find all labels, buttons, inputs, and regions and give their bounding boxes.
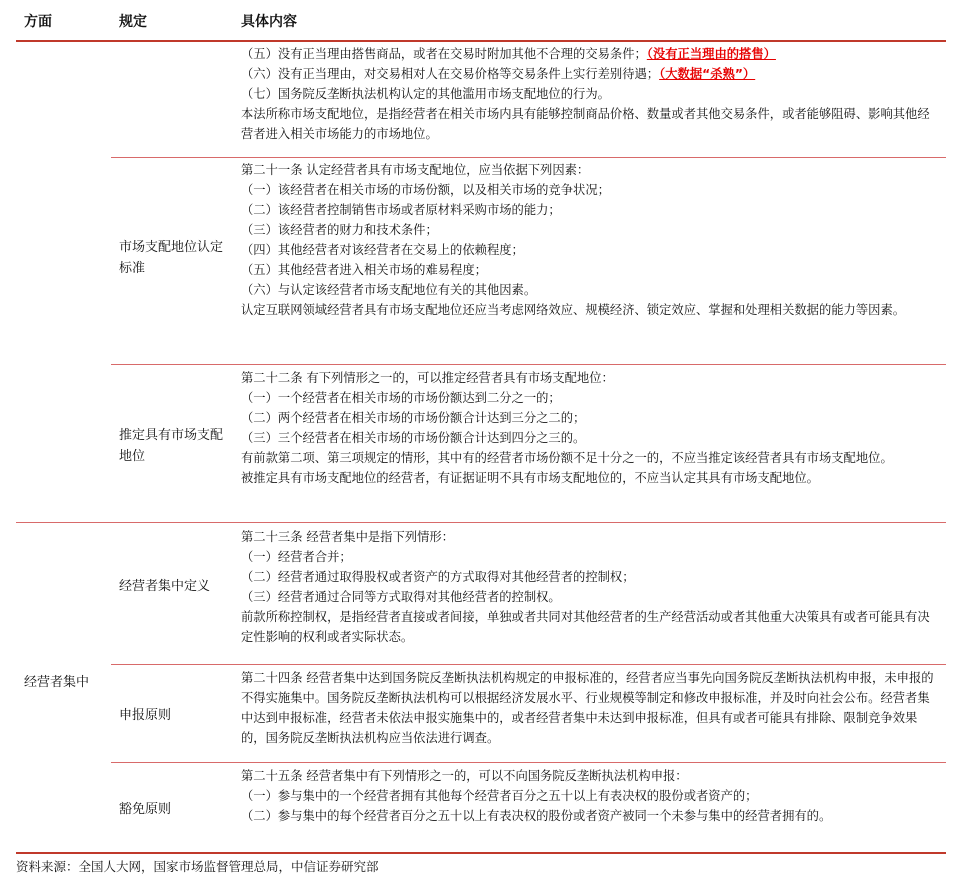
- block1-line-7: （七）国务院反垄断执法机构认定的其他滥用市场支配地位的行为。: [241, 87, 610, 101]
- article-21-item-4: （四）其他经营者对该经营者在交易上的依赖程度；: [241, 243, 524, 257]
- block1-line-5: （五）没有正当理由搭售商品，或者在交易时附加其他不合理的交易条件；（没有正当理由的搭售）: [241, 47, 776, 61]
- rule-presumed-dominance: 推定具有市场支配地位: [119, 428, 224, 464]
- block2-content: [241, 160, 941, 320]
- article-21: 第二十一条 认定经营者具有市场支配地位，应当依据下列因素：: [241, 163, 590, 177]
- article-23-item-2: （二）经营者通过取得股权或者资产的方式取得对其他经营者的控制权；: [241, 570, 635, 584]
- article-23: 第二十三条 经营者集中是指下列情形：: [241, 530, 454, 544]
- rule-concentration-definition: 经营者集中定义: [119, 579, 211, 594]
- article-21-item-3: （三）该经营者的财力和技术条件；: [241, 223, 438, 237]
- table-bottom-border: [16, 852, 946, 854]
- article-22-item-3: （三）三个经营者在相关市场的市场份额合计达到四分之三的。: [241, 431, 586, 445]
- divider: [111, 157, 946, 158]
- block5-content: [241, 668, 941, 748]
- block1-line-6: （六）没有正当理由，对交易相对人在交易价格等交易条件上实行差别待遇；（大数据“杀熟”）: [241, 67, 756, 81]
- block3-content: [241, 368, 941, 488]
- divider: [111, 664, 946, 665]
- article-21-item-1: （一）该经营者在相关市场的市场份额，以及相关市场的竞争状况；: [241, 183, 610, 197]
- block3-para1: 有前款第二项、第三项规定的情形，其中有的经营者市场份额不足十分之一的，不应当推定该经营者具有市场支配地位。: [241, 451, 893, 465]
- header-aspect: 方面: [24, 14, 52, 30]
- article-25-item-1: （一）参与集中的一个经营者拥有其他每个经营者百分之五十以上有表决权的股份或者资产的；: [241, 789, 758, 803]
- article-22-item-1: （一）一个经营者在相关市场的市场份额达到二分之一的；: [241, 391, 561, 405]
- article-25-item-2: （二）参与集中的每个经营者百分之五十以上有表决权的股份或者资产被同一个未参与集中的经营者拥有的。: [241, 809, 832, 823]
- divider: [111, 762, 946, 763]
- article-22-item-2: （二）两个经营者在相关市场的市场份额合计达到三分之二的；: [241, 411, 586, 425]
- article-23-item-3: （三）经营者通过合同等方式取得对其他经营者的控制权。: [241, 590, 561, 604]
- block1-para: 本法所称市场支配地位，是指经营者在相关市场内具有能够控制商品价格、数量或者其他交易条件，或者能够阻碍、影响其他经营者进入相关市场能力的市场地位。: [241, 107, 930, 141]
- rule-exemption-principle: 豁免原则: [119, 802, 172, 817]
- law-table: [16, 0, 946, 823]
- source-note: 资料来源：全国人大网，国家市场监督管理总局，中信证券研究部: [16, 859, 379, 874]
- aspect-concentration: 经营者集中: [24, 675, 90, 690]
- article-23-item-1: （一）经营者合并；: [241, 550, 352, 564]
- article-22: 第二十二条 有下列情形之一的，可以推定经营者具有市场支配地位：: [241, 371, 614, 385]
- article-21-item-5: （五）其他经营者进入相关市场的难易程度；: [241, 263, 487, 277]
- block6-content: [241, 766, 941, 826]
- article-25: 第二十五条 经营者集中有下列情形之一的，可以不向国务院反垄断执法机构申报：: [241, 769, 688, 783]
- divider: [111, 364, 946, 365]
- article-24: 第二十四条 经营者集中达到国务院反垄断执法机构规定的申报标准的，经营者应当事先向国务院反垄断执法机构申报，未申报的不得实施集中。国务院反垄断执法机构可以根据经济发展水平、行业规模等制定和修改申报标准，并及时向社会公布。经营者集中达到申报标准，经营者未依法申报实施集中的，或者经营者集中未达到申报标准，但具有或者可能具有排除、限制竞争效果的，国务院反垄断执法机构应当依法进行调查。: [241, 671, 934, 745]
- article-21-item-2: （二）该经营者控制销售市场或者原材料采购市场的能力；: [241, 203, 561, 217]
- header-rule: 规定: [119, 14, 147, 30]
- rule-filing-principle: 申报原则: [119, 708, 172, 723]
- divider-section: [16, 522, 946, 523]
- block4-para: 前款所称控制权，是指经营者直接或者间接，单独或者共同对其他经营者的生产经营活动或者其他重大决策具有或者可能具有决定性影响的权利或者实际状态。: [241, 610, 930, 644]
- block4-content: [241, 527, 941, 647]
- header-content: 具体内容: [241, 14, 297, 30]
- rule-market-dominance-criteria: 市场支配地位认定标准: [119, 240, 224, 276]
- article-21-item-6: （六）与认定该经营者市场支配地位有关的其他因素。: [241, 283, 537, 297]
- table-header: [16, 0, 946, 42]
- block1-content: [241, 44, 941, 144]
- block3-para2: 被推定具有市场支配地位的经营者，有证据证明不具有市场支配地位的，不应当认定其具有市场支配地位。: [241, 471, 819, 485]
- red-note-bundling: （没有正当理由的搭售）: [646, 47, 776, 61]
- block2-para: 认定互联网领域经营者具有市场支配地位还应当考虑网络效应、规模经济、锁定效应、掌握和处理相关数据的能力等因素。: [241, 303, 906, 317]
- red-note-bigdata: （大数据“杀熟”）: [659, 67, 756, 81]
